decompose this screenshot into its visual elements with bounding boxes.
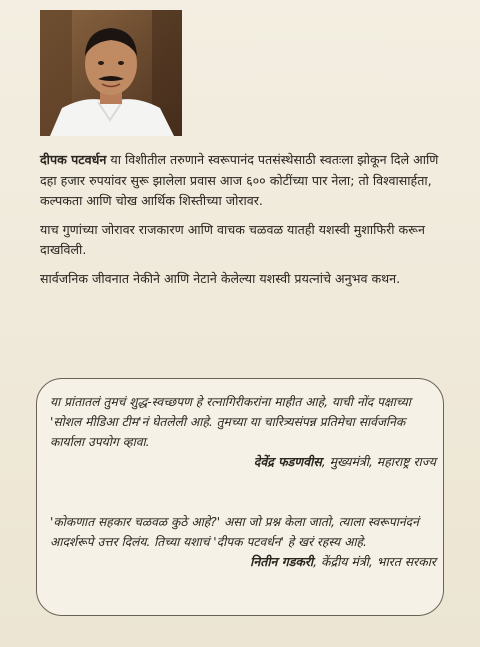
testimonial-2-text: 'कोकणात सहकार चळवळ कुठे आहे?' असा जो प्रश्न केला जातो, त्याला स्वरूपानंदनं आदर्शरूपे उत्तर दिलंय. तिच्या यशाचं 'दीपक पटवर्धन' हे खरं रहस्य आहे. bbox=[50, 515, 419, 549]
bio-paragraph-2: याच गुणांच्या जोरावर राजकारण आणि वाचक चळवळ यातही यशस्वी मुशाफिरी करून दाखविली. bbox=[40, 221, 425, 257]
bio-paragraph-1-text: या विशीतील तरुणाने स्वरूपानंद पतसंस्थेसाठी स्वतःला झोकून दिले आणि दहा हजार रुपयांवर सुरू झालेला प्रवास आज ६०० कोटींच्या पार नेला; तो विश्वासार्हता, कल्पकता आणि चोख आर्थिक शिस्तीच्या जोरावर. bbox=[40, 152, 439, 208]
author-bio bbox=[40, 150, 440, 297]
bio-paragraph-3: सार्वजनिक जीवनात नेकीने आणि नेटाने केलेल्या यशस्वी प्रयत्नांचे अनुभव कथन. bbox=[40, 270, 401, 286]
bio-paragraph-1 bbox=[40, 150, 440, 212]
testimonial-1 bbox=[50, 392, 436, 472]
testimonial-2-attribution bbox=[50, 552, 436, 572]
testimonial-2 bbox=[50, 512, 436, 572]
testimonial-1-text: या प्रांतातलं तुमचं शुद्ध-स्वच्छपण हे रत्नागिरीकरांना माहीत आहे, याची नोंद पक्षाच्या 'सोशल मीडिआ टीम'नं घेतलेली आहे. तुमच्या या चारित्र्यसंपन्न प्रतिमेचा सार्वजनिक कार्याला उपयोग व्हावा. bbox=[50, 395, 411, 449]
testimonial-1-attribution bbox=[50, 452, 436, 472]
author-portrait-image bbox=[40, 10, 182, 136]
testimonial-2-author: नितीन गडकरी bbox=[250, 554, 314, 569]
testimonial-1-author: देवेंद्र फडणवीस bbox=[253, 454, 322, 469]
testimonial-2-role: , केंद्रीय मंत्री, भारत सरकार bbox=[313, 554, 436, 569]
author-name: दीपक पटवर्धन bbox=[40, 152, 107, 167]
testimonial-1-role: , मुख्यमंत्री, महाराष्ट्र राज्य bbox=[321, 454, 436, 469]
author-photo bbox=[40, 10, 182, 136]
